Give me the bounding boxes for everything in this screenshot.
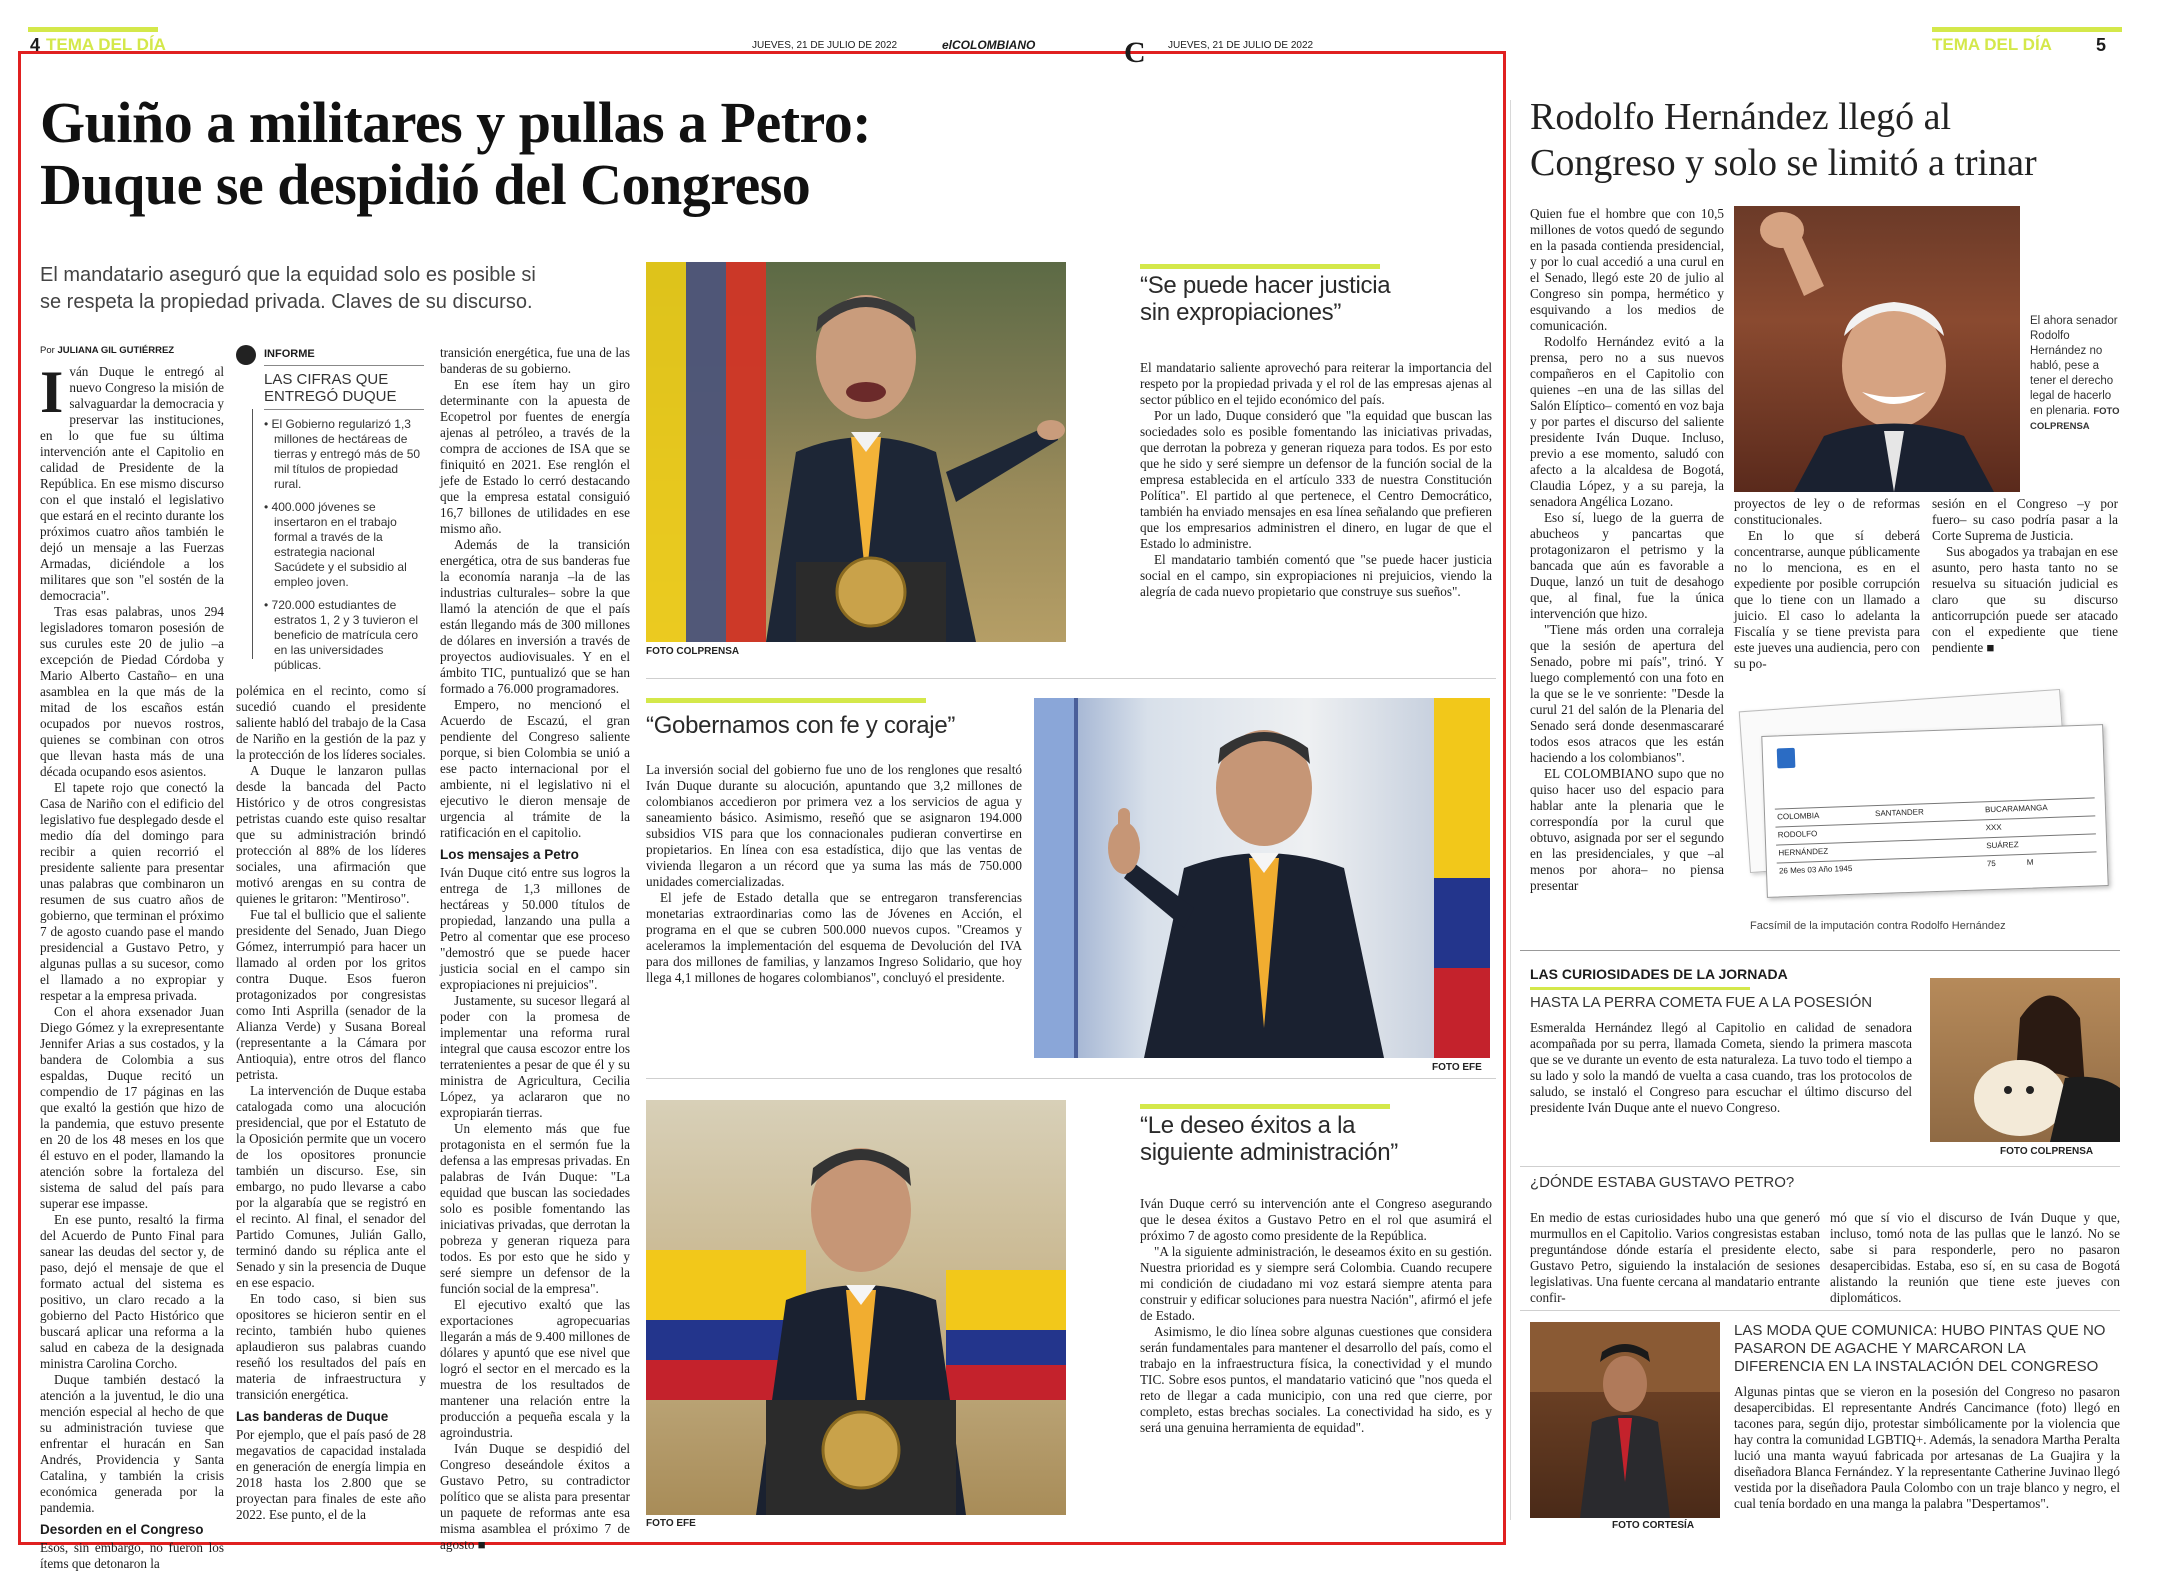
article-column-2: polémica en el recinto, como sí sucedió cuando el presidente saliente habló del trabajo de la Casa de Nariño en la gestión de la paz y la protección de los líderes sociales. A Duque le lanzaron pullas desde la bancada del Pacto Histórico y de otros congresistas petristas cuando este quiso resaltar que su administración brindó protección al 88% de los líderes sociales, una afirmación que motivó arengas en su contra de quienes le gritaron: "Mentiroso". Fue tal el bullicio que el saliente presidente del Senado, Juan Diego Gómez, interrumpió para hacer un llamado al orden por los gritos contra Duque. Esos fueron protagonizados por congresistas como Inti Asprilla (senador de la Alianza Verde) y Susana Boreal (representante a la Cámara por Antioquia), entre otros del flanco petrista. La intervención de Duque estaba catalogada como una alocución presidencial, que por el Estatuto de la Oposición permite que un vocero de los opositores pronuncie también un discurso. Ese, sin embargo, no pudo llevarse a cabo por la algarabía que se registró en el recinto. Al final, el senador del Partido Comunes, Julián Gallo, terminó dando su réplica ante el Senado y sin la presencia de Duque en ese espacio. En todo caso, si bien sus opositores se hicieron sentir en el recinto, también hubo quienes aplaudieron sus palabras cuando reseñó los resultados del país en materia de infraestructura y transición energética. Las banderas de Duque Por ejemplo, que el país pasó de 28 megavatios de capacidad instalada en generación de energía limpia en 2018 hasta los 2.800 que se proyectan para finales de este año 2022. Ese punto, el de la (236, 683, 426, 1522)
senadora-with-dog-illustration (1930, 978, 2120, 1142)
quote2-heading: “Gobernamos con fe y coraje” (646, 712, 956, 739)
article-column-1: Iván Duque le entregó al nuevo Congreso la misión de salvaguardar la democracia y preservar las instituciones, en lo que fue su última intervención ante el Capitolio en calidad de Presidente de la República. En ese mismo discurso con el que instaló el legislativo que estará en el recinto durante los próximos cuatro años también le dejó un mensaje a las Fuerzas Armadas, diciéndole a los militares que son "el sostén de la democracia". Tras esas palabras, unos 294 legisladores tomaron posesión de sus curules este 20 de julio –a excepción de Piedad Córdoba y Mario Alberto Castaño– en una asamblea en la que más de la mitad de los escaños están ocupados por nuevos rostros, quienes se combinan con otros que llevan hasta más de una década ocupando esos asientos. El tapete rojo que conectó la Casa de Nariño con el edificio del legislativo fue desplegado desde el medio día del domingo para recibir a quien recorrió el presidente saliente para presentar unas palabras que combinaron un resumen de sus cuatro años de gobierno, que terminan el próximo 7 de agosto cuando pase el mando presidencial a Gustavo Petro, y algunas pullas a su sucesor, como el llamado a no expropiar y respetar a la empresa privada. Con el ahora exsenador Juan Diego Gómez y la exrepresentante Jennifer Arias a sus costados, y la bandera de Colombia a sus espaldas, Duque recitó un compendio de 17 páginas en las que exaltó la gestión que hizo de la pandemia, que estuvo presente en 20 de los 48 meses en los que él estuvo en el poder, llamando la atención sobre la fortaleza del sistema de salud del país para superar ese impasse. En ese punto, resaltó la firma del Acuerdo de Punto Final para sanear las deudas del sector y, de paso, dejó el mensaje de que el formato actual del sistema es positivo, un claro recado a la gobierno del Pacto Histórico que buscará aplicar una reforma a la salud en cabeza de la designada ministra Carolina Corcho. Duque también destacó la atención a la juventud, le dio una mención especial al hecho de que su administración tuviese que enfrentar el huracán en San Andrés, Providencia y Santa Catalina, y también la crisis económica generada por la pandemia. Desorden en el Congreso Esos, sin embargo, no fueron los ítems que detonaron la (40, 359, 224, 1571)
quote1-text: El mandatario saliente aprovechó para reiterar la importancia del respeto por la propiedad privada y el rol de las empresas ajenas al sector público en el tejido económico del país. Por un lado, Duque consideró que "la equidad que buscan las sociedades solo es posible fomentando las iniciativas privadas, que derrotan la pobreza y generan riqueza para todos. Es por esto que he sido y seré siempre un defensor de la función social de la empresa establecida en el artículo 333 de nuestra Constitución Política". El partido al que pertenece, el Centro Democrático, también ha enviado mensajes en esa línea señalando que prefieren que los empresarios administren el dinero, en lugar de que el Estado lo administre. El mandatario también comentó que "se puede hacer justicia social en el campo, sin expropiaciones ni prejuicios, viendo la alegría de cada nuevo propietario que construye sus sueños". (1140, 360, 1492, 599)
informe-box (236, 345, 426, 672)
rh-column-1: Quien fue el hombre que con 10,5 millones de votos quedó de segundo en la pasada contienda presidencial, y por lo cual accedió a una curul en el Senado, llegó este 20 de julio al Congreso sin pompa, hermético y esquivando a los medios de comunicación. Rodolfo Hernández evitó a la prensa, pero no a sus nuevos compañeros en el Capitolio con quienes –en una de las sillas del Salón Elíptico– comentó en voz baja y por partes el discurso del saliente presidente Iván Duque. Incluso, previo a ese momento, saludó con afecto a la alcaldesa de Bogotá, Claudia López, y a su pareja, la senadora Angélica Lozano. Eso sí, luego de la guerra de abucheos y pancartas que protagonizaron el petrismo y la bancada que aún es favorable a Duque, lanzó un tuit de desahogo que, al final, fue la única intervención que hizo. "Tiene más orden una corraleja que la sesión de apertura del Senado, pobre mi país", trinó. Y luego complementó con una foto en la que se le ve sonriente: "Desde la curul 21 del salón de la Plenaria del Senado será donde desenmascararé todos esos atracos que les están haciendo a los colombianos". EL COLOMBIANO supo que no quiso hacer uso del espacio para hablar ante la plenaria que le correspondía por la curul que obtuvo, asignada por ser el segundo en las presidenciales, y que –al menos por ahora– no piensa presentar (1530, 206, 1724, 893)
cur2-heading: ¿DÓNDE ESTABA GUSTAVO PETRO? (1530, 1174, 1795, 1191)
quote1-heading: “Se puede hacer justicia sin expropiaciones” (1140, 272, 1391, 326)
fiscalia-seal-icon (1777, 748, 1796, 769)
doc-segundo-apellido: SUÁREZ (1986, 840, 2019, 851)
section-accent-bar (28, 27, 158, 32)
informe-bullet-icon (236, 345, 256, 365)
photo2-credit: FOTO EFE (1432, 1062, 1482, 1073)
informe-item: • El Gobierno regularizó 1,3 millones de hectáreas de tierras y entregó más de 50 mil títulos de propiedad rural. (264, 417, 421, 491)
cur2-text-a: En medio de estas curiosidades hubo una que generó murmullos en el Capitolio. Varios congresistas estaban preguntándose dónde estaría el presidente electo, Gustavo Petro, siguiendo la instalación de sesiones legislativas. Una fuente cercana al mandatario entrante confir- (1530, 1210, 1820, 1305)
section-label: TEMA DEL DÍA (46, 35, 166, 54)
doc-caption: Facsímil de la imputación contra Rodolfo Hernández (1750, 920, 2006, 932)
informe-title: LAS CIFRAS QUE ENTREGÓ DUQUE (264, 371, 397, 405)
curiosidades-accent-bar (1530, 987, 1750, 990)
imputacion-facsimile (1734, 680, 2114, 920)
doc-departamento: SANTANDER (1874, 807, 1924, 819)
quote3-text: Iván Duque cerró su intervención ante el Congreso asegurando que le desea éxitos a Gustavo Petro en el rol que asumirá el próximo 7 de agosto como presidente de la República. "A la siguiente administración, le deseamos éxito en su gestión. Nuestra prioridad es y siempre será Colombia. Cuando recupere mi condición de ciudadano mi voz estará siempre atenta para construir y edificar soluciones para nuestra Nación", afirmó el jefe de Estado. Asimismo, le dio línea sobre algunas cuestiones que considera serán fundamentales para mantener el desarrollo del país, como el trabajo en la infraestructura física, la conectividad y el mundo TIC. Sobre esos puntos, el mandatario vaticinó que "nos queda el reto de llegar a cada municipio, con una red que cierre, por completo, estas brechas sociales. La conectividad ha sido, es y será una genuina herramienta de equidad". (1140, 1196, 1492, 1435)
photo3-credit: FOTO EFE (646, 1518, 696, 1529)
cur1-heading: HASTA LA PERRA COMETA FUE A LA POSESIÓN (1530, 994, 1873, 1011)
cur1-text: Esmeralda Hernández llegó al Capitolio en calidad de senadora acompañada por su perra, llamada Cometa, siendo la primera mascota que se ve durante un evento de esta naturaleza. La tuvo todo el tiempo a su lado y solo la mandó de vuelta a casa cuando, tras los protocolos de saludo, se instaló el Congreso para escuchar el último discurso del presidente Iván Duque ante el nuevo Congreso. (1530, 1020, 1912, 1115)
photo1-credit: FOTO COLPRENSA (646, 646, 740, 657)
right-section-label: TEMA DEL DÍA (1932, 35, 2052, 54)
cur3-text: Algunas pintas que se vieron en la posesión del Congreso no pasaron desapercibidas. El representante Andrés Cancimance (foto) llegó en tacones para, según dijo, protestar simbólicamente por la violencia que hay contra la comunidad LGBTIQ+. Además, la senadora Martha Peralta lució una manta wayuú fabricada por artesanas de La Guajira y la diseñadora Blanca Fernández. Y la representante Catherine Juvinao llegó vestida por la diseñadora Paula Colombo con un traje blanco y negro, el cual tenía bordado en una manga la palabra "Despertamos". (1734, 1384, 2120, 1511)
informe-item: • 400.000 jóvenes se insertaron en el trabajo formal a través de la estrategia nacional Sacúdete y el subsidio al empleo joven. (264, 500, 407, 589)
byline: Por JULIANA GIL GUTIÉRREZ (40, 345, 175, 356)
section-divider-2 (646, 1078, 1496, 1079)
dropcap: I (40, 359, 64, 425)
doc-municipio: BUCARAMANGA (1984, 803, 2048, 815)
right-page-date: JUEVES, 21 DE JULIO DE 2022 (1168, 40, 1314, 51)
cur3-heading: LAS MODA QUE COMUNICA: HUBO PINTAS QUE NO PASARON DE AGACHE Y MARCARON LA DIFERENCIA EN LA INSTALACIÓN DEL CONGRESO (1734, 1322, 2106, 1375)
page-date: JUEVES, 21 DE JULIO DE 2022 (752, 40, 898, 51)
subhead-banderas: Las banderas de Duque (236, 1409, 389, 1424)
rh-column-3: sesión en el Congreso –y por fuero– su caso podría pasar a la Corte Suprema de Justicia. Sus abogados ya trabajan en ese asunto, pero hasta tanto no se resuelva su situación judicial es claro que su discurso anticorrupción puede ser atacado con el expediente que tiene pendiente ■ (1932, 496, 2118, 655)
cur1-credit: FOTO COLPRENSA (2000, 1146, 2094, 1157)
duque-speaking-illustration (646, 262, 1066, 642)
curiosidades-title: LAS CURIOSIDADES DE LA JORNADA (1530, 966, 1788, 982)
rodolfo-hernandez-illustration (1734, 206, 2020, 492)
curiosidades-divider (1520, 950, 2120, 951)
section-divider (646, 678, 1496, 679)
subhead-desorden: Desorden en el Congreso (40, 1522, 204, 1537)
right-page-number: 5 (2096, 35, 2107, 55)
quote3-accent-bar (1140, 1104, 1390, 1109)
subhead-mensajes: Los mensajes a Petro (440, 847, 579, 862)
informe-item: • 720.000 estudiantes de estratos 1, 2 y 3 tuvieron el beneficio de matrícula cero en las universidades públicas. (264, 598, 419, 672)
right-section-accent-bar (1932, 27, 2122, 32)
rh-column-2: proyectos de ley o de reformas constitucionales. En lo que sí deberá concentrarse, aunque públicamente no lo menciona, es en el expediente por posible corrupción que lo tiene con un llamado a juicio. El caso lo adelanta la Fiscalía y se tiene prevista para este jueves una audiencia, pero con su po- (1734, 496, 1921, 671)
headline: Guiño a militares y pullas a Petro: Duque se despidió del Congreso (40, 90, 872, 217)
doc-fecha: 26 Mes 03 Año 1945 (1778, 863, 1853, 876)
cur-divider-1 (1520, 1166, 2120, 1167)
photo-rodolfo-hernandez (1734, 206, 2020, 492)
photo-duque-speaking (646, 262, 1066, 642)
quote1-accent-bar (1140, 264, 1380, 269)
page-number: 4 (30, 35, 41, 55)
rh-photo-caption: El ahora senador Rodolfo Hernández no habló, pese a tener el derecho legal de hacerlo en plenaria. FOTO COLPRENSA (2030, 315, 2120, 432)
doc-sexo: M (2026, 857, 2034, 867)
doc-primer-nombre: RODOLFO (1777, 829, 1818, 840)
quote3-heading: “Le deseo éxitos a la siguiente administración” (1140, 1112, 1398, 1166)
photo-cancimance (1530, 1322, 1720, 1518)
photo-duque-thumbs-up (1034, 698, 1490, 1058)
paper-logo: C (1124, 36, 1146, 69)
quote2-accent-bar (646, 698, 926, 703)
article-column-3: transición energética, fue una de las banderas de su gobierno. En ese ítem hay un giro determinante con la apuesta de Ecopetrol por fuentes de energía ajenas al petróleo, a través de la compra de acciones de ISA que se finiquitó en 2021. Ese renglón el jefe de Estado lo cerró destacando que la empresa estatal consiguió 16,7 billones de utilidades en ese mismo año. Además de la transición energética, otra de sus banderas fue la economía naranja –la de las industrias culturales– sobre la que llamó la atención de que el país están llegando más de 300 millones de dólares en inversión a través de proyectos audiovisuales. Y en el ámbito TIC, puntualizó que se han formado a 76.000 programadores. Empero, no mencionó el Acuerdo de Escazú, el gran pendiente del Congreso saliente porque, si bien Colombia se unió a ese pacto internacional por el ambiente, ni el legislativo ni el ejecutivo le dieron mensaje de urgencia al trámite de la ratificación en el capitolio. Los mensajes a Petro Iván Duque citó entre sus logros la entrega de 1,3 millones de hectáreas y 50.000 títulos de propiedad, lanzando una pulla a Petro al comentar que ese proceso "demostró que se puede hacer justicia social en el campo sin expropiaciones ni prejuicios". Justamente, su sucesor llegará al poder con la promesa de implementar una reforma rural integral que causa escozor entre los terratenientes a pesar de que él y su ministra de Agricultura, Cecilia López, ya aclararon que no expropiarán tierras. Un elemento más que fue protagonista en el sermón fue la defensa a las empresas privadas. En palabras de Iván Duque: "La equidad que buscan las sociedades solo es posible fomentando las iniciativas privadas, que derrotan la pobreza y generan riqueza para todos. Es por esto que he sido y seré siempre un defensor de la función social de la empresa". El ejecutivo exaltó que las exportaciones agropecuarias llegarán a más de 9.400 millones de dólares y apuntó que ese nivel que logró el sector en el mercado es la muestra de los resultados de mantener una relación entre la producción a pequeña escala y la agroindustria. Iván Duque se despidió del Congreso deseándole éxitos a Gustavo Petro, su contradictor político que se alista para presentar un paquete de reformas ante esa misma asamblea el próximo 7 de agosto ■ (440, 345, 630, 1552)
doc-edad: 75 (1986, 858, 1996, 869)
doc-primer-apellido: HERNÁNDEZ (1778, 846, 1829, 858)
duque-thumbs-up-illustration (1034, 698, 1490, 1058)
right-page-rule (1510, 100, 1511, 1520)
duque-podium-illustration (646, 1100, 1066, 1515)
paper-name: elCOLOMBIANO (942, 38, 1036, 52)
photo-duque-podium (646, 1100, 1066, 1515)
deck: El mandatario aseguró que la equidad solo es posible si se respeta la propiedad privada. Claves de su discurso. (40, 264, 536, 313)
doc-segundo-nombre: XXX (1985, 822, 2002, 833)
photo-perra-cometa (1930, 978, 2120, 1142)
doc-pais: COLOMBIA (1776, 811, 1820, 822)
informe-label: INFORME (264, 348, 315, 360)
rh-headline: Rodolfo Hernández llegó al Congreso y solo se limitó a trinar (1530, 96, 2037, 184)
informe-list (264, 417, 426, 681)
quote2-text: La inversión social del gobierno fue uno de los renglones que resaltó Iván Duque durante su alocución, apuntando que 3,2 millones de colombianos accedieron por primera vez a los servicios de agua y saneamiento básico. Asimismo, reseñó que se asignaron 194.000 subsidios VIS para que los connacionales pudieran convertirse en propietarios. En línea con esa estadística, dijo que las ventas de vivienda llegaron a un récord que ya suma las más de 750.000 unidades comercializadas. El jefe de Estado detalla que se entregaron transferencias monetarias extraordinarias como las de Jóvenes en Acción, el programa en el que se cubren 500.000 nuevos cupos. "Creamos y aceleramos la implementación del esquema de Devolución del IVA para dos millones de familias, y lanzamos Ingreso Solidario, que hoy llega 4,1 millones de hogares colombianos", concluyó el presidente. (646, 762, 1022, 985)
cur3-credit: FOTO CORTESÍA (1612, 1520, 1695, 1531)
cur2-text-b: mó que sí vio el discurso de Iván Duque y que, incluso, tomó nota de las pullas que le lanzó. No se sabe si para responderle, pero no pasaron desapercibidas. Estaba, eso sí, en su casa de Bogotá alistando la reunión que tiene este jueves con diplomáticos. (1830, 1210, 2120, 1305)
cur-divider-2 (1520, 1310, 2120, 1311)
cancimance-illustration (1530, 1322, 1720, 1518)
